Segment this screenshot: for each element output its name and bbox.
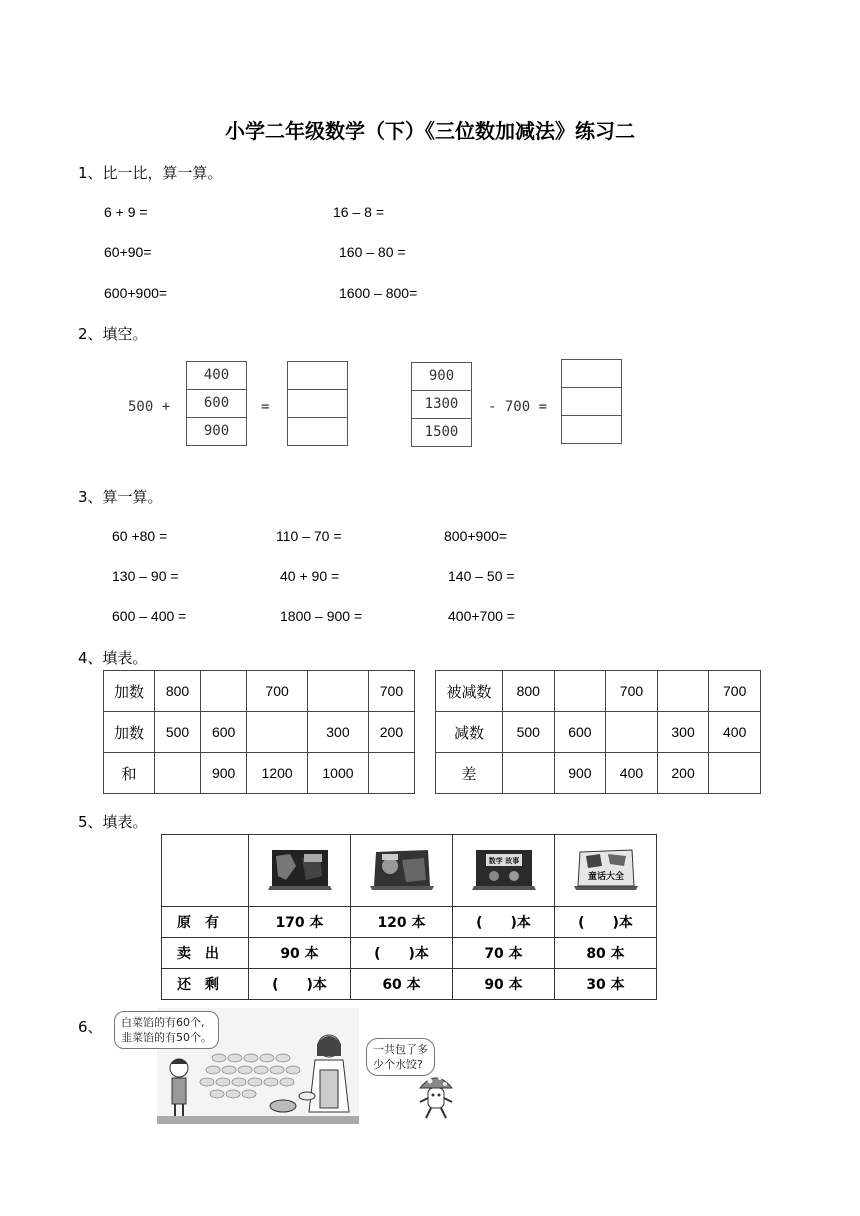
- q4-heading: 4、填表。: [78, 649, 148, 667]
- table-cell: 60 本: [351, 969, 453, 1000]
- mushroom-character: [416, 1070, 456, 1122]
- table-cell[interactable]: ( )本: [555, 907, 657, 938]
- table-cell: 600: [201, 712, 247, 753]
- books-table: [161, 834, 657, 1000]
- q2-left-value: 600: [187, 390, 246, 418]
- table-row: [436, 753, 761, 794]
- table-cell[interactable]: [247, 712, 308, 753]
- row-label: 差: [436, 753, 503, 794]
- table-cell[interactable]: ( )本: [249, 969, 351, 1000]
- bubble-line: 白菜馅的有60个,: [121, 1016, 205, 1029]
- table-cell: 700: [247, 671, 308, 712]
- row-label: 卖出: [162, 938, 249, 969]
- table-cell[interactable]: [201, 671, 247, 712]
- table-row: [162, 969, 657, 1000]
- q2-left-answer-stack[interactable]: [287, 361, 348, 446]
- row-label: 和: [104, 753, 155, 794]
- table-cell[interactable]: [657, 671, 709, 712]
- book-cell: [249, 835, 351, 907]
- q2-left-value: 900: [203, 423, 230, 439]
- q1-expr: 600+900=: [104, 285, 168, 301]
- table-cell: 80 本: [555, 938, 657, 969]
- table-cell: 120 本: [351, 907, 453, 938]
- table-cell: 70 本: [453, 938, 555, 969]
- table-cell[interactable]: ( )本: [453, 907, 555, 938]
- table-cell: 900: [554, 753, 606, 794]
- table-cell[interactable]: [709, 753, 761, 794]
- book-title: 数学 故事: [488, 856, 519, 865]
- q3-expr: 130 – 90 =: [112, 568, 179, 584]
- q2-right-value: 900: [412, 363, 471, 391]
- table-cell: 200: [657, 753, 709, 794]
- table-row: [436, 671, 761, 712]
- q2-left-prefix: 500 +: [128, 399, 171, 415]
- answer-box[interactable]: [562, 416, 621, 443]
- table-row: [104, 671, 415, 712]
- book-title: 童话大全: [587, 871, 624, 882]
- table-cell: 30 本: [555, 969, 657, 1000]
- table-row: [104, 712, 415, 753]
- q1-heading: 1、比一比，算一算。: [78, 164, 223, 182]
- book-icon: [572, 846, 640, 892]
- book-icon: [368, 846, 436, 892]
- q6-heading: 6、: [78, 1018, 103, 1036]
- q3-expr: 140 – 50 =: [448, 568, 515, 584]
- q2-right-answer-stack[interactable]: [561, 359, 622, 444]
- table-cell[interactable]: [554, 671, 606, 712]
- table-cell: 400: [606, 753, 658, 794]
- table-cell: 500: [155, 712, 201, 753]
- q1-expr: 160 – 80 =: [339, 244, 406, 260]
- row-label: 减数: [436, 712, 503, 753]
- table-cell: 800: [155, 671, 201, 712]
- table-cell[interactable]: [606, 712, 658, 753]
- q3-expr: 60 +80 =: [112, 528, 168, 544]
- table-cell: 700: [368, 671, 414, 712]
- bubble-line: 韭菜馅的有50个。: [121, 1031, 212, 1044]
- q1-expr: 60+90=: [104, 244, 152, 260]
- q2-heading: 2、填空。: [78, 325, 148, 343]
- book-cell: [351, 835, 453, 907]
- answer-box[interactable]: [288, 418, 347, 445]
- q1-expr: 1600 – 800=: [339, 285, 418, 301]
- q2-left-value: 400: [187, 362, 246, 390]
- q1-expr: 16 – 8 =: [333, 204, 384, 220]
- book-cell: [555, 835, 657, 907]
- subtraction-table: [435, 670, 761, 794]
- table-cell: 400: [709, 712, 761, 753]
- table-cell: 300: [308, 712, 369, 753]
- book-icon: [470, 846, 538, 892]
- table-cell: 600: [554, 712, 606, 753]
- empty-corner-cell: [162, 835, 249, 907]
- table-cell[interactable]: ( )本: [351, 938, 453, 969]
- page-title: 小学二年级数学（下）《三位数加减法》练习二: [225, 119, 635, 143]
- table-cell[interactable]: [368, 753, 414, 794]
- table-cell: 900: [201, 753, 247, 794]
- table-cell: 1000: [308, 753, 369, 794]
- q2-right-suffix: - 700 =: [488, 399, 548, 415]
- table-cell: 90 本: [249, 938, 351, 969]
- q5-heading: 5、填表。: [78, 813, 148, 831]
- addition-table: [103, 670, 415, 794]
- table-row: [162, 938, 657, 969]
- answer-box[interactable]: [562, 388, 621, 416]
- answer-box[interactable]: [562, 360, 621, 388]
- table-cell: 90 本: [453, 969, 555, 1000]
- q3-expr: 800+900=: [444, 528, 508, 544]
- q2-equals: =: [261, 399, 270, 415]
- table-cell: 300: [657, 712, 709, 753]
- table-row: [436, 712, 761, 753]
- table-row: [162, 907, 657, 938]
- q3-expr: 600 – 400 =: [112, 608, 187, 624]
- table-cell[interactable]: [503, 753, 555, 794]
- table-cell: 800: [503, 671, 555, 712]
- q3-expr: 110 – 70 =: [276, 528, 342, 544]
- table-cell: 700: [709, 671, 761, 712]
- book-image-row: [162, 835, 657, 907]
- q2-right-stack: [411, 362, 472, 447]
- book-icon: [266, 846, 334, 892]
- q3-expr: 400+700 =: [448, 608, 515, 624]
- table-cell: 170 本: [249, 907, 351, 938]
- q3-heading: 3、算一算。: [78, 488, 163, 506]
- q3-expr: 1800 – 900 =: [280, 608, 363, 624]
- table-row: [104, 753, 415, 794]
- table-cell: 700: [606, 671, 658, 712]
- table-cell[interactable]: [308, 671, 369, 712]
- row-label: 被减数: [436, 671, 503, 712]
- book-cell: [453, 835, 555, 907]
- q2-right-value: 1300: [412, 391, 471, 419]
- table-cell: 500: [503, 712, 555, 753]
- answer-box[interactable]: [288, 390, 347, 418]
- row-label: 原有: [162, 907, 249, 938]
- row-label: 加数: [104, 671, 155, 712]
- table-cell[interactable]: [155, 753, 201, 794]
- speech-bubble: [114, 1011, 219, 1049]
- answer-box[interactable]: [288, 362, 347, 390]
- bubble-line: 一共包了多: [373, 1043, 428, 1056]
- mushroom-icon: [416, 1070, 456, 1122]
- q3-expr: 40 + 90 =: [280, 568, 340, 584]
- q2-left-stack: [186, 361, 247, 446]
- bubble-line: 少个水饺?: [373, 1058, 423, 1071]
- row-label: 加数: [104, 712, 155, 753]
- table-cell: 1200: [247, 753, 308, 794]
- table-cell: 200: [368, 712, 414, 753]
- q2-right-value: 1500: [424, 424, 459, 440]
- row-label: 还剩: [162, 969, 249, 1000]
- q1-expr: 6 + 9 =: [104, 204, 148, 220]
